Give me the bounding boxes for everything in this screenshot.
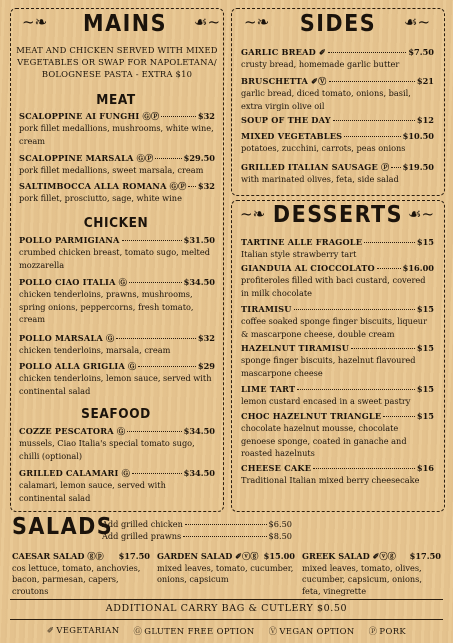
menu-item: COZZE PESCATORA Ⓖ $34.50 mussels, Ciao Italia's special tomato sugo, chilli (optional) bbox=[19, 426, 215, 461]
menu-item: GRILLED CALAMARI Ⓖ $34.50 calamari, lemon sauce, served with continental salad bbox=[19, 468, 215, 503]
menu-item: CHOC HAZELNUT TRIANGLE $15 chocolate hazelnut mousse, chocolate genoese sponge, coated in ganache and roasted hazelnuts bbox=[241, 411, 434, 459]
vegan-icon: Ⓥ bbox=[268, 626, 278, 636]
menu-item: TARTINE ALLE FRAGOLE $15 Italian style strawberry tart bbox=[241, 237, 434, 260]
menu-item: SALTIMBOCCA ALLA ROMANA ⒼⓅ $32 pork fillet, prosciutto, sage, white wine bbox=[19, 181, 215, 204]
mains-intro: MEAT AND CHICKEN SERVED WITH MIXED VEGETABLES OR SWAP FOR NAPOLETANA/ BOLOGNESE PASTA - EXTRA $10 bbox=[16, 45, 218, 79]
salad-item: CAESAR SALAD ⓖⓟ $17.50 cos lettuce, tomato, anchovies, bacon, parmesan, capers, croutons bbox=[12, 551, 150, 596]
divider bbox=[10, 599, 443, 600]
flourish-left-icon: ~❧ bbox=[22, 13, 48, 31]
flourish-left-icon: ~❧ bbox=[240, 205, 266, 223]
menu-item: GARLIC BREAD ✐ $7.50 crusty bread, homemade garlic butter bbox=[241, 47, 434, 70]
chicken-title: CHICKEN bbox=[83, 215, 149, 231]
sides-heading: SIDES bbox=[299, 11, 377, 37]
salad-item: GREEK SALAD ✐ⓥⓖ $17.50 mixed leaves, tomato, olives, cucumber, capsicum, onions, feta, vinegrette bbox=[302, 551, 441, 596]
desserts-heading: DESSERTS bbox=[272, 202, 404, 228]
gluten-free-icon: Ⓖ bbox=[133, 626, 143, 636]
menu-item: HAZELNUT TIRAMISU $15 sponge finger biscuits, hazelnut flavoured mascarpone cheese bbox=[241, 343, 434, 378]
vegetarian-icon: ✐ bbox=[46, 625, 55, 635]
mains-heading: MAINS bbox=[82, 11, 168, 37]
menu-item: GIANDUIA AL CIOCCOLATO $16.00 profiteroles filled with baci custard, covered in milk chocolate bbox=[241, 263, 434, 298]
flourish-right-icon: ☙~ bbox=[404, 13, 431, 31]
salad-extra: Add grilled chicken $6.50 bbox=[102, 519, 292, 529]
menu-item: SOUP OF THE DAY $12 bbox=[241, 115, 434, 125]
menu-item: POLLO PARMIGIANA $31.50 crumbed chicken breast, tomato sugo, melted mozzarella bbox=[19, 235, 215, 270]
menu-item: BRUSCHETTA ✐Ⓥ $21 garlic bread, diced tomato, onions, basil, extra virgin olive oil bbox=[241, 76, 434, 111]
menu-item: SCALOPPINE MARSALA ⒼⓅ $29.50 pork fillet medallions, sweet marsala, cream bbox=[19, 153, 215, 176]
salads-heading: SALADS bbox=[12, 514, 114, 540]
menu-item: MIXED VEGETABLES $10.50 potatoes, zucchini, carrots, peas onions bbox=[241, 131, 434, 154]
flourish-right-icon: ☙~ bbox=[194, 13, 221, 31]
legend-vegan: Ⓥ VEGAN OPTION bbox=[268, 626, 355, 636]
flourish-right-icon: ☙~ bbox=[408, 205, 435, 223]
legend-vegetarian: ✐ VEGETARIAN bbox=[46, 625, 120, 635]
dietary-legend bbox=[0, 625, 453, 637]
menu-item: GRILLED ITALIAN SAUSAGE Ⓟ $19.50 with marinated olives, feta, side salad bbox=[241, 162, 434, 185]
seafood-title: SEAFOOD bbox=[81, 406, 151, 422]
menu-item: CHEESE CAKE $16 Traditional Italian mixed berry cheesecake bbox=[241, 463, 434, 486]
menu-item: LIME TART $15 lemon custard encased in a sweet pastry bbox=[241, 384, 434, 407]
menu-item: POLLO CIAO ITALIA Ⓖ $34.50 chicken tenderloins, prawns, mushrooms, spring onions, peppercorns, fresh tomato, cream bbox=[19, 277, 215, 325]
menu-item: POLLO ALLA GRIGLIA Ⓖ $29 chicken tenderloins, lemon sauce, served with continental salad bbox=[19, 361, 215, 396]
salad-extra: Add grilled prawns $8.50 bbox=[102, 531, 292, 541]
menu-item: TIRAMISU $15 coffee soaked sponge finger biscuits, liqueur & mascarpone cheese, double cream bbox=[241, 304, 434, 339]
menu-item: POLLO MARSALA Ⓖ $32 chicken tenderloins, marsala, cream bbox=[19, 333, 215, 356]
legend-pork: Ⓟ PORK bbox=[368, 626, 407, 636]
flourish-left-icon: ~❧ bbox=[244, 13, 270, 31]
pork-icon: Ⓟ bbox=[368, 626, 378, 636]
carry-bag-note: ADDITIONAL CARRY BAG & CUTLERY $0.50 bbox=[105, 603, 348, 614]
menu-item: SCALOPPINE AI FUNGHI ⒼⓅ $32 pork fillet medallions, mushrooms, white wine, cream bbox=[19, 111, 215, 146]
salad-item: GARDEN SALAD ✐ⓥⓖ $15.00 mixed leaves, tomato, cucumber, onions, capsicum bbox=[157, 551, 295, 585]
meat-title: MEAT bbox=[96, 92, 136, 108]
legend-gluten-free: Ⓖ GLUTEN FREE OPTION bbox=[133, 626, 255, 636]
divider bbox=[10, 619, 443, 620]
